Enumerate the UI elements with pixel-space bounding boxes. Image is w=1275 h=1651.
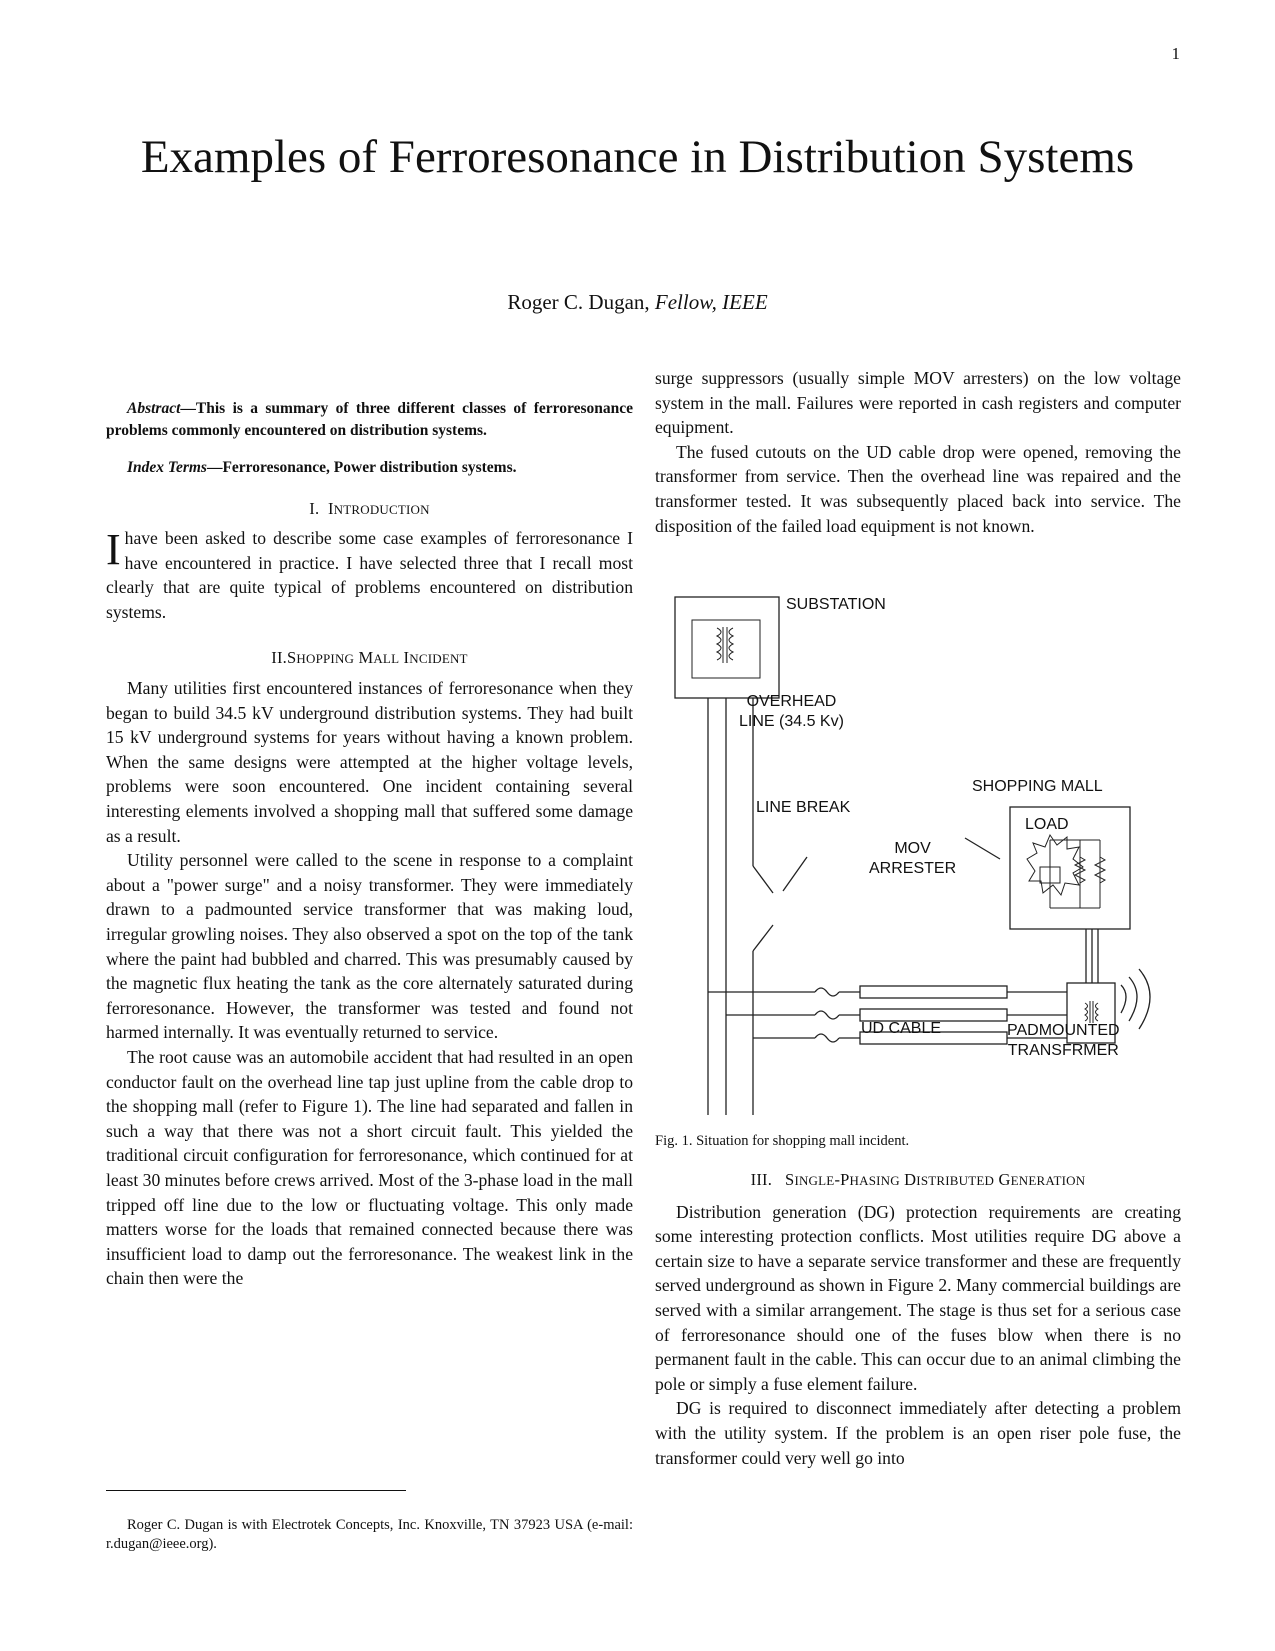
author-line: [140, 290, 1135, 315]
body-paragraph: surge suppressors (usually simple MOV arresters) on the low voltage system in the mall. Failures were reported in cash registers and computer equipment.: [655, 368, 1181, 438]
label-padmounted-transformer: PADMOUNTED TRANSFRMER: [1007, 1022, 1120, 1059]
index-terms-text: —Ferroresonance, Power distribution systems.: [206, 459, 517, 476]
label-shopping-mall: SHOPPING MALL: [972, 778, 1103, 795]
figure-1: [655, 595, 1195, 1115]
body-paragraph: The fused cutouts on the UD cable drop were opened, removing the transformer from service. Then the overhead line was repaired and the transformer tested. It was subsequently placed back into service. The disposition of the failed load equipment is not known.: [655, 441, 1181, 536]
figure-caption: Fig. 1. Situation for shopping mall incident.: [655, 1133, 910, 1149]
label-load: LOAD: [1025, 816, 1069, 833]
section-heading-introduction: I. INTRODUCTION: [309, 498, 430, 518]
line-break-pointer: [783, 857, 807, 891]
noise-wave: [1139, 969, 1150, 1029]
abstract-label: Abstract: [127, 400, 181, 417]
body-paragraph: Distribution generation (DG) protection requirements are creating some interesting protection conflicts. Most utilities require DG above a certain size to have a separate service transformer and these are frequently served underground as shown in Figure 2. Many commercial buildings are served with a similar arrangement. The stage is thus set for a serious case of ferroresonance should one of the fuses blow when there is no permanent fault in the cable. This can occur due to an animal climbing the pole or simply a fuse element failure.: [655, 1201, 1181, 1394]
label-substation: SUBSTATION: [786, 596, 886, 613]
author-title: Fellow, IEEE: [654, 290, 768, 314]
label-overhead: OVERHEAD LINE (34.5 Kv): [739, 693, 844, 730]
label-line-break: LINE BREAK: [756, 799, 851, 816]
index-terms: [106, 457, 633, 479]
noise-wave: [1129, 977, 1137, 1021]
mov-pointer: [965, 838, 1000, 859]
body-paragraph: The root cause was an automobile accident that had resulted in an open conductor fault on the overhead line tap just upline from the cable drop to the shopping mall (refer to Figure 1). The line had separated and fallen in such a way that there was not a short circuit fault. This yielded the traditional circuit configuration for ferroresonance, which continued for at least 30 minutes before crews arrived. Most of the 3-phase load in the mall tripped off line due to the low or fluctuating voltage. This only made matters worse for the loads that remained connected because there was insufficient load to damp out the ferroresonance. The weakest link in the chain then were the: [106, 1046, 633, 1289]
label-mov-arrester: MOV ARRESTER: [869, 840, 957, 877]
load-circuit: [1040, 840, 1105, 908]
drop-cap: I: [106, 525, 121, 575]
broken-conductor: [753, 866, 773, 893]
padmount-transformer-icon: [1085, 1001, 1098, 1023]
abstract-text: —This is a summary of three different classes of ferroresonance problems commonly encountered on distribution systems.: [106, 400, 633, 439]
paper-title: Examples of Ferroresonance in Distribution Systems: [140, 131, 1135, 183]
left-column: [106, 372, 633, 1291]
abstract: [106, 398, 633, 441]
index-terms-label: Index Terms: [127, 459, 207, 476]
right-column-top: [655, 366, 1181, 538]
body-paragraph: Many utilities first encountered instances of ferroresonance when they began to build 34.5 kV underground distribution systems. They had built 15 kV underground systems for years without having a known problem. When the same designs were attempted at the higher voltage levels, problems were soon encountered. One incident containing several interesting elements involved a shopping mall that suffered some damage as a result.: [106, 678, 633, 846]
intro-paragraph: Ihave been asked to describe some case examples of ferroresonance I have encountered in practice. I have selected three that I recall most clearly that are quite typical of problems encountered on distribution systems.: [106, 525, 633, 622]
footnote-rule: [106, 1490, 406, 1491]
section-heading-dg: III. SINGLE-PHASING DISTRIBUTED GENERATION: [750, 1170, 1086, 1189]
body-paragraph: DG is required to disconnect immediately after detecting a problem with the utility system. If the problem is an open riser pole fuse, the transformer could very well go into: [655, 1398, 1181, 1468]
broken-conductor: [753, 925, 773, 951]
section-heading-shopping-mall: II.SHOPPING MALL INCIDENT: [271, 648, 468, 668]
noise-wave: [1121, 985, 1126, 1013]
author-name: Roger C. Dugan,: [507, 290, 650, 314]
page-number: 1: [1171, 44, 1180, 63]
right-column-bottom: [655, 1168, 1181, 1470]
footnote: Roger C. Dugan is with Electrotek Concepts, Inc. Knoxville, TN 37923 USA (e-mail: r.dugan@ieee.org).: [106, 1516, 633, 1552]
substation-transformer-icon: [692, 620, 760, 678]
body-paragraph: Utility personnel were called to the scene in response to a complaint about a "power surge" and a noisy transformer. They were immediately drawn to a padmounted service transformer that was making loud, irregular growling noises. They also observed a spot on the top of the tank where the paint had bubbled and charred. This was presumably caused by the magnetic flux heating the tank as the core alternately saturated during ferroresonance. However, the transformer was tested and found not harmed internally. It was eventually returned to service.: [106, 850, 633, 1043]
label-ud-cable: UD CABLE: [861, 1020, 942, 1037]
